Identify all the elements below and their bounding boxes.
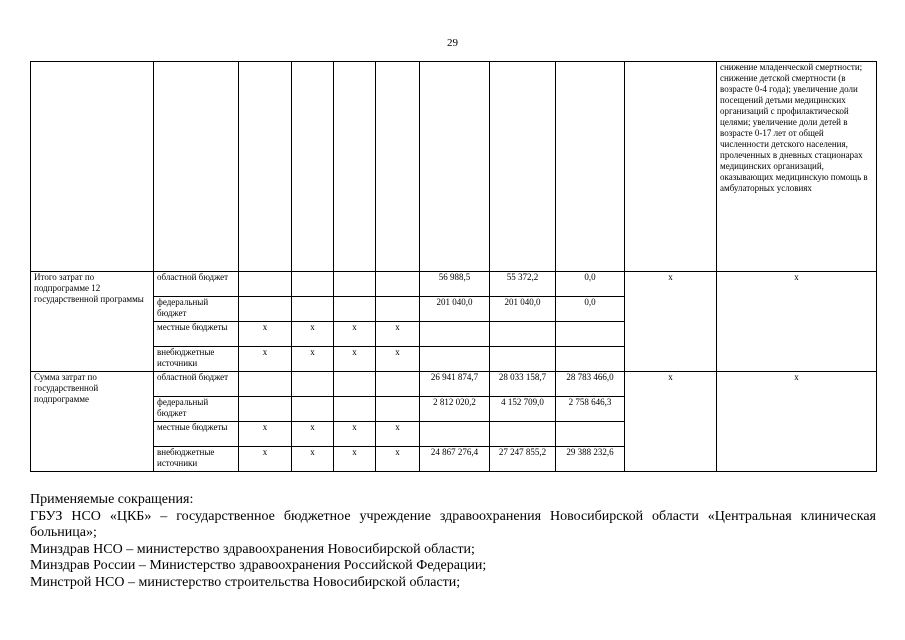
table-row: внебюджетные источники x x x x: [31, 347, 877, 372]
value-cell: 201 040,0: [420, 297, 490, 322]
value-cell: 28 783 466,0: [556, 372, 625, 397]
value-cell: 29 388 232,6: [556, 447, 625, 472]
table-row: [31, 272, 877, 297]
funding-source: федеральный бюджет: [154, 297, 239, 322]
abbreviation-item: Минстрой НСО – министерство строительства Новосибирской области;: [30, 574, 461, 590]
table-row: местные бюджеты x x x x: [31, 322, 877, 347]
value-cell: 26 941 874,7: [420, 372, 490, 397]
abbreviation-item: Минздрав НСО – министерство здравоохранения Новосибирской области;: [30, 541, 475, 557]
value-cell: 24 867 276,4: [420, 447, 490, 472]
funding-source: местные бюджеты: [154, 422, 239, 447]
program-total-label: Сумма затрат по государственной подпрограмме: [31, 372, 154, 472]
abbreviation-item: ГБУЗ НСО «ЦКБ» – государственное бюджетное учреждение здравоохранения Новосибирской области «Центральная клиническая больница»;: [30, 508, 876, 540]
funding-source: местные бюджеты: [154, 322, 239, 347]
value-cell: 2 812 020,2: [420, 397, 490, 422]
funding-source: федеральный бюджет: [154, 397, 239, 422]
value-cell: 0,0: [556, 272, 625, 297]
value-cell: 27 247 855,2: [490, 447, 556, 472]
page-number: 29: [447, 37, 458, 49]
value-cell: 0,0: [556, 297, 625, 322]
result-cell: x: [717, 272, 877, 372]
continuation-row: [31, 62, 877, 272]
budget-table: [30, 61, 877, 472]
abbreviation-item: Минздрав России – Министерство здравоохранения Российской Федерации;: [30, 558, 487, 573]
funding-source: внебюджетные источники: [154, 347, 239, 372]
value-cell: 201 040,0: [490, 297, 556, 322]
value-cell: 55 372,2: [490, 272, 556, 297]
abbreviations-section: [30, 492, 876, 591]
table-row: [31, 372, 877, 397]
value-cell: 2 758 646,3: [556, 397, 625, 422]
value-cell: 56 988,5: [420, 272, 490, 297]
funding-source: областной бюджет: [154, 272, 239, 297]
table-row: местные бюджеты x x x x: [31, 422, 877, 447]
indicators-cell: снижение младенческой смертности; снижение детской смертности (в возрасте 0-4 года); увеличение доли посещений детьми медицинских организаций с профилактической целями; увеличение доли детей в возрасте 0-17 лет от общей численности детского населения, пролеченных в дневных стационарах медицинских организаций, оказывающих медицинскую помощь в амбулаторных условиях: [717, 62, 877, 272]
subprogram-total-label: Итого затрат по подпрограмме 12 государственной программы: [31, 272, 154, 372]
value-cell: 28 033 158,7: [490, 372, 556, 397]
funding-source: областной бюджет: [154, 372, 239, 397]
table-row: внебюджетные источники x x x x 24 867 276,4 27 247 855,2 29 388 232,6: [31, 447, 877, 472]
abbreviations-heading: Применяемые сокращения:: [30, 492, 194, 507]
funding-source: внебюджетные источники: [154, 447, 239, 472]
result-cell: x: [717, 372, 877, 472]
value-cell: 4 152 709,0: [490, 397, 556, 422]
executor-cell: x: [625, 372, 717, 472]
executor-cell: x: [625, 272, 717, 372]
